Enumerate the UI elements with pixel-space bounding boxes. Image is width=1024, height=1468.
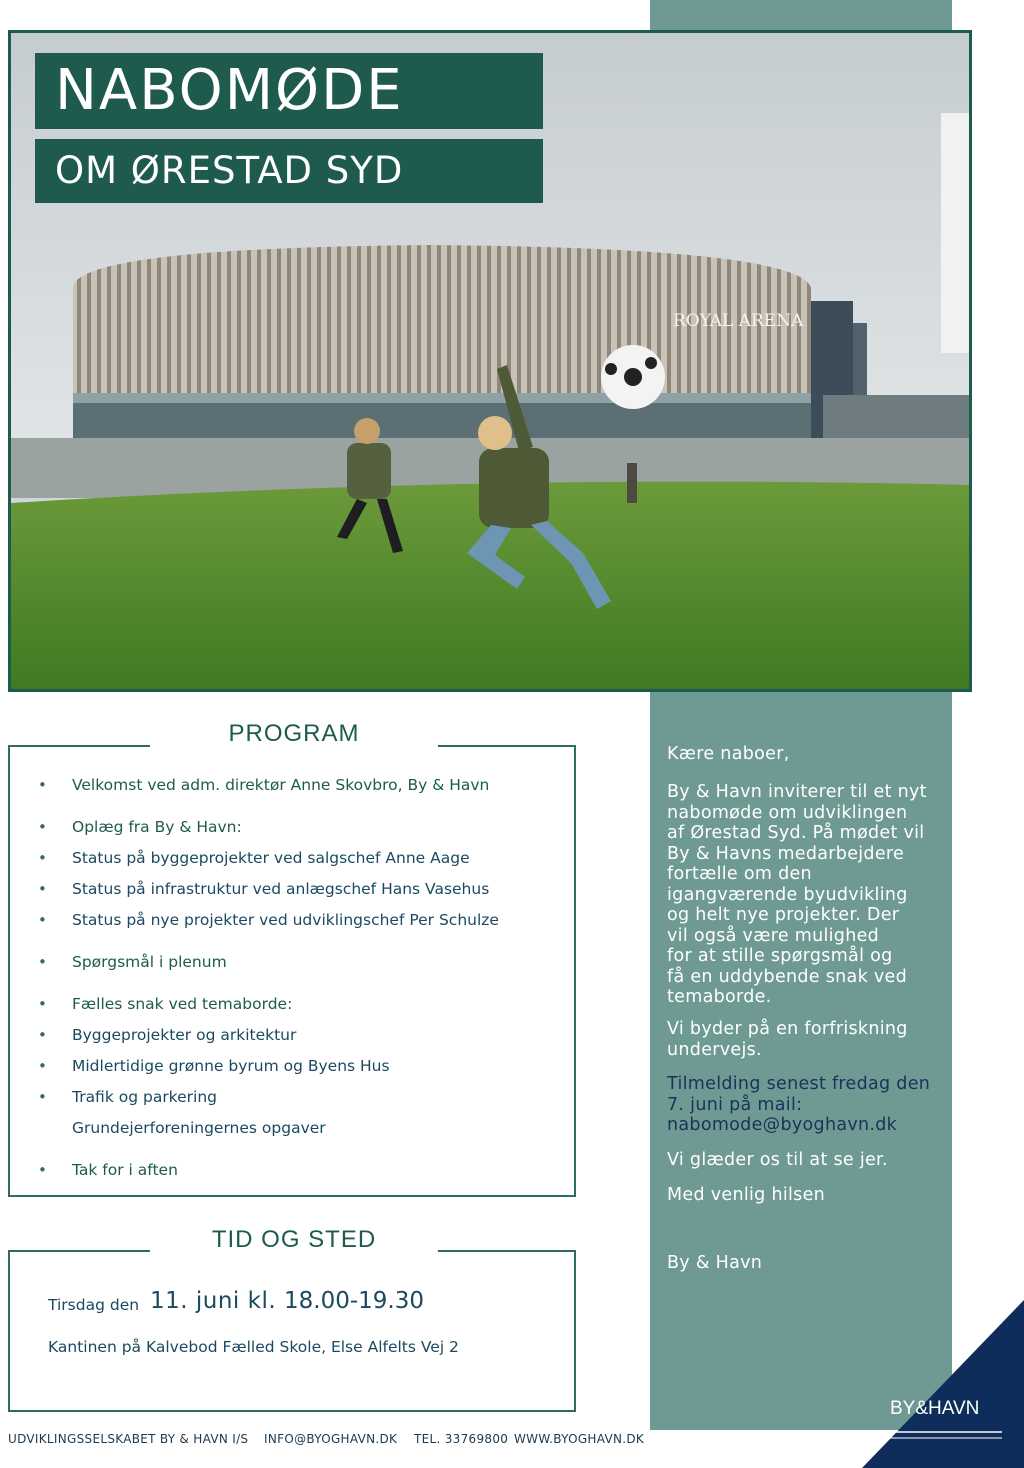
- list-bullet: •: [38, 911, 47, 929]
- list-bullet: •: [38, 1161, 47, 1179]
- letter-line: nabomøde om udviklingen: [667, 802, 908, 823]
- letter-line: temaborde.: [667, 987, 772, 1007]
- letter-line: få en uddybende snak ved: [667, 966, 907, 987]
- letter-line: Vi byder på en forfriskning: [667, 1019, 908, 1039]
- letter-closing: Med venlig hilsen: [667, 1185, 826, 1205]
- letter-line: vil også være mulighed: [667, 925, 880, 946]
- list-bullet: •: [38, 849, 47, 867]
- list-bullet: •: [38, 1057, 47, 1075]
- program-item: Status på byggeprojekter ved salgschef Anne Aage: [72, 849, 470, 867]
- page-subtitle: OM ØRESTAD SYD: [35, 139, 543, 203]
- time-place-heading: TID OG STED: [150, 1226, 438, 1254]
- event-location: Kantinen på Kalvebod Fælled Skole, Else Alfelts Vej 2: [48, 1338, 459, 1356]
- letter-greeting: Kære naboer,: [667, 744, 790, 764]
- corner-triangle: [862, 1300, 1024, 1468]
- program-item: Byggeprojekter og arkitektur: [72, 1026, 297, 1044]
- program-item: Tak for i aften: [72, 1161, 178, 1179]
- footer-phone: TEL. 33769800: [414, 1432, 509, 1446]
- event-day: Tirsdag den: [48, 1296, 140, 1314]
- footer-website[interactable]: WWW.BYOGHAVN.DK: [514, 1432, 645, 1446]
- footer-company: UDVIKLINGSSELSKABET BY & HAVN I/S: [8, 1432, 249, 1446]
- program-item: Velkomst ved adm. direktør Anne Skovbro, By & Havn: [72, 776, 490, 794]
- list-bullet: •: [38, 953, 47, 971]
- program-item: Trafik og parkering: [72, 1088, 217, 1106]
- letter-line: for at stille spørgsmål og: [667, 946, 893, 966]
- time-place-box: [8, 1250, 576, 1412]
- signup-email[interactable]: nabomode@byoghavn.dk: [667, 1115, 898, 1135]
- letter-line: af Ørestad Syd. På mødet vil: [667, 823, 925, 843]
- letter-line: og helt nye projekter. Der: [667, 905, 900, 925]
- letter-signup: [667, 1074, 947, 1136]
- letter-body: [667, 782, 947, 1008]
- letter-signature: By & Havn: [667, 1253, 763, 1273]
- list-bullet: •: [38, 1088, 47, 1106]
- letter-line: 7. juni på mail:: [667, 1094, 803, 1115]
- list-bullet: •: [38, 995, 47, 1013]
- letter-line: undervejs.: [667, 1039, 762, 1060]
- letter-looking-forward: Vi glæder os til at se jer.: [667, 1150, 888, 1170]
- byoghavn-logo[interactable]: BY&HAVN: [890, 1398, 980, 1419]
- program-item: Status på nye projekter ved udviklingschef Per Schulze: [72, 911, 499, 929]
- program-item: Fælles snak ved temaborde:: [72, 995, 293, 1013]
- list-bullet: •: [38, 1026, 47, 1044]
- letter-line: By & Havns medarbejdere: [667, 843, 905, 864]
- letter-refreshment: [667, 1019, 947, 1060]
- list-bullet: •: [38, 880, 47, 898]
- arena-illustration: [11, 33, 969, 689]
- letter-line: Tilmelding senest fredag den: [667, 1074, 931, 1094]
- event-hours: 18.00-19.30: [284, 1288, 424, 1314]
- program-item: Status på infrastruktur ved anlægschef Hans Vasehus: [72, 880, 490, 898]
- program-item: Grundejerforeningernes opgaver: [72, 1119, 326, 1137]
- list-bullet: •: [38, 776, 47, 794]
- event-date: 11. juni kl.: [150, 1288, 277, 1314]
- hero-photo: [8, 30, 972, 692]
- page-title: NABOMØDE: [35, 53, 543, 129]
- letter-line: igangværende byudvikling: [667, 884, 908, 905]
- program-item: Midlertidige grønne byrum og Byens Hus: [72, 1057, 390, 1075]
- letter-line: By & Havn inviterer til et nyt: [667, 782, 927, 802]
- letter-line: fortælle om den: [667, 864, 812, 884]
- program-item: Oplæg fra By & Havn:: [72, 818, 242, 836]
- program-heading: PROGRAM: [150, 720, 438, 748]
- list-bullet: •: [38, 818, 47, 836]
- footer-email[interactable]: INFO@BYOGHAVN.DK: [264, 1432, 398, 1446]
- arena-sign: ROYAL ARENA: [673, 311, 804, 331]
- program-item: Spørgsmål i plenum: [72, 953, 227, 971]
